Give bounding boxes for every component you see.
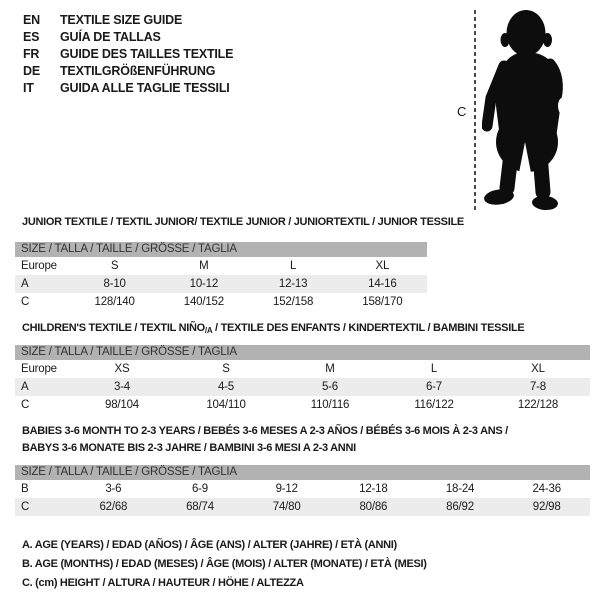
column-header: S bbox=[222, 363, 230, 375]
footnote-b: B. AGE (MONTHS) / EDAD (MESES) / ÂGE (MOIS) / ALTER (MONATE) / ETÀ (MESI) bbox=[22, 558, 427, 570]
lang-row-de bbox=[23, 63, 233, 80]
row-label: A bbox=[21, 381, 29, 393]
table-row-a bbox=[15, 378, 590, 396]
column-header: S bbox=[110, 260, 119, 272]
footnote-a: A. AGE (YEARS) / EDAD (AÑOS) / ÂGE (ANS) / ALTER (JAHRE) / ETÀ (ANNI) bbox=[22, 539, 397, 551]
table-row-europe bbox=[15, 360, 590, 378]
table-row-europe bbox=[15, 257, 427, 275]
row-label: Europe bbox=[21, 260, 57, 272]
column-header: XS bbox=[114, 363, 130, 375]
size-cell: 9-12 bbox=[275, 483, 298, 495]
column-header: XL bbox=[375, 260, 390, 272]
column-header: M bbox=[325, 363, 335, 375]
footnotes bbox=[22, 536, 427, 593]
lang-row-it bbox=[23, 80, 233, 97]
size-cell: 74/80 bbox=[272, 501, 301, 513]
column-header: L bbox=[430, 363, 438, 375]
language-header bbox=[23, 12, 233, 97]
size-cell: 4-5 bbox=[217, 381, 235, 393]
size-header-row: SIZE / TALLA / TAILLE / GRÖSSE / TAGLIA bbox=[15, 345, 590, 360]
size-cell: 80/86 bbox=[359, 501, 388, 513]
size-cell: 24-36 bbox=[532, 483, 561, 495]
table-row-c bbox=[15, 498, 590, 516]
lang-row-fr bbox=[23, 46, 233, 63]
size-cell: 86/92 bbox=[446, 501, 474, 513]
table-row-c bbox=[15, 293, 427, 311]
size-cell: 122/128 bbox=[517, 399, 559, 411]
size-cell: 5-6 bbox=[321, 381, 339, 393]
size-header-row: SIZE / TALLA / TAILLE / GRÖSSE / TAGLIA bbox=[15, 465, 590, 480]
junior-section-title: JUNIOR TEXTILE / TEXTIL JUNIOR/ TEXTILE JUNIOR / JUNIORTEXTIL / JUNIOR TESSILE bbox=[22, 216, 464, 228]
lang-row-en bbox=[23, 12, 233, 29]
children-title-subscript: /A bbox=[204, 326, 213, 335]
table-row-a bbox=[15, 275, 427, 293]
lang-label: GUIDA ALLE TAGLIE TESSILI bbox=[60, 81, 230, 95]
baby-silhouette-icon bbox=[482, 6, 588, 214]
size-cell: 98/104 bbox=[105, 399, 139, 411]
lang-code: IT bbox=[23, 81, 34, 95]
size-cell: 12-13 bbox=[278, 278, 308, 290]
lang-label: TEXTILE SIZE GUIDE bbox=[60, 13, 183, 27]
lang-code: ES bbox=[23, 30, 40, 44]
children-title-suffix: / TEXTILE DES ENFANTS / KINDERTEXTIL / BAMBINI TESSILE bbox=[212, 322, 525, 334]
babies-size-table bbox=[15, 465, 590, 516]
junior-size-table bbox=[15, 242, 427, 311]
table-row-b bbox=[15, 480, 590, 498]
row-label: C bbox=[21, 501, 30, 513]
size-cell: 18-24 bbox=[445, 483, 475, 495]
lang-label: GUÍA DE TALLAS bbox=[60, 30, 161, 44]
column-header: L bbox=[290, 260, 297, 272]
footnote-c: C. (cm) HEIGHT / ALTURA / HAUTEUR / HÖHE / ALTEZZA bbox=[22, 577, 304, 589]
lang-code: EN bbox=[23, 13, 40, 27]
column-header: M bbox=[199, 260, 209, 272]
size-header-row: SIZE / TALLA / TAILLE / GRÖSSE / TAGLIA bbox=[15, 242, 427, 257]
row-label: Europe bbox=[21, 363, 57, 375]
children-title-prefix: CHILDREN'S TEXTILE / TEXTIL NIÑO bbox=[22, 322, 205, 334]
lang-label: GUIDE DES TAILLES TEXTILE bbox=[60, 47, 234, 61]
size-cell: 3-4 bbox=[113, 381, 131, 393]
size-cell: 6-9 bbox=[191, 483, 209, 495]
size-cell: 12-18 bbox=[359, 483, 388, 495]
size-cell: 110/116 bbox=[310, 399, 350, 411]
row-label: C bbox=[21, 296, 30, 308]
size-cell: 158/170 bbox=[362, 296, 403, 308]
babies-section-title-line2: BABYS 3-6 MONATE BIS 2-3 JAHRE / BAMBINI 3-6 MESI A 2-3 ANNI bbox=[22, 442, 356, 454]
lang-code: DE bbox=[23, 64, 40, 78]
height-measure-label: C bbox=[457, 104, 467, 119]
size-cell: 14-16 bbox=[368, 278, 397, 290]
size-cell: 140/152 bbox=[183, 296, 224, 308]
size-cell: 8-10 bbox=[103, 278, 126, 290]
size-cell: 3-6 bbox=[105, 483, 122, 495]
children-size-table bbox=[15, 345, 590, 414]
children-section-title bbox=[22, 322, 524, 335]
size-cell: 116/122 bbox=[414, 399, 454, 411]
lang-row-es bbox=[23, 29, 233, 46]
row-label: A bbox=[21, 278, 29, 290]
size-cell: 7-8 bbox=[529, 381, 547, 393]
lang-label: TEXTILGRÖßENFÜHRUNG bbox=[60, 64, 216, 78]
size-cell: 6-7 bbox=[425, 381, 443, 393]
size-cell: 10-12 bbox=[189, 278, 219, 290]
row-label: C bbox=[21, 399, 30, 411]
size-cell: 152/158 bbox=[273, 296, 314, 308]
size-cell: 92/98 bbox=[532, 501, 561, 513]
table-row-c bbox=[15, 396, 590, 414]
column-header: XL bbox=[531, 363, 545, 375]
row-label: B bbox=[21, 483, 29, 495]
size-cell: 104/110 bbox=[206, 399, 246, 411]
babies-section-title-line1: BABIES 3-6 MONTH TO 2-3 YEARS / BEBÉS 3-6 MESES A 2-3 AÑOS / BÉBÉS 3-6 MOIS À 2-3 ANS / bbox=[22, 425, 508, 437]
size-cell: 128/140 bbox=[94, 296, 135, 308]
lang-code: FR bbox=[23, 47, 40, 61]
size-cell: 68/74 bbox=[186, 501, 214, 513]
size-cell: 62/68 bbox=[99, 501, 128, 513]
height-measure-dashed-line bbox=[474, 10, 476, 211]
